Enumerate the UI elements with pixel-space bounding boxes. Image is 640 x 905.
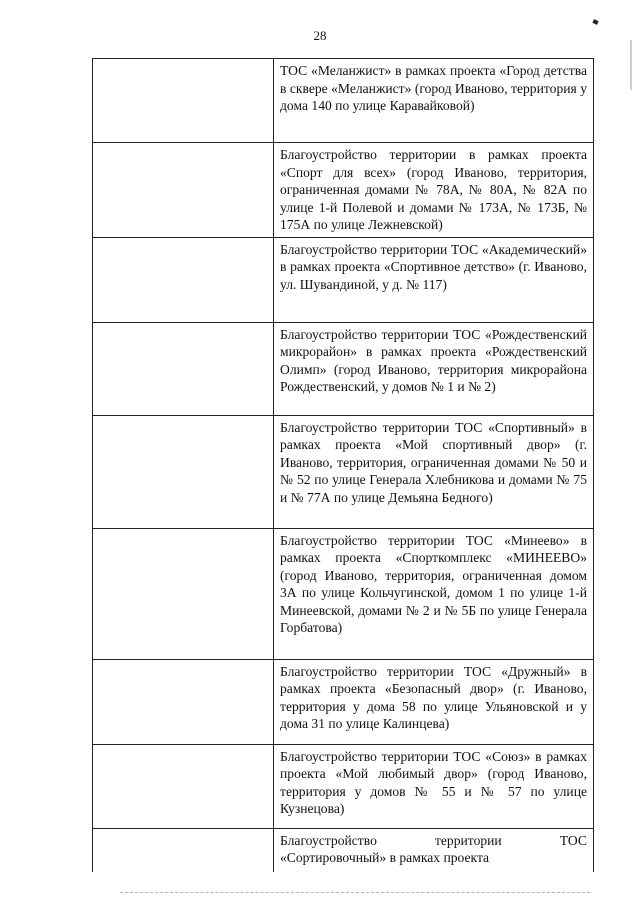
empty-cell <box>93 59 274 143</box>
scan-edge-shadow <box>630 40 632 90</box>
project-description: Благоустройство территории ТОС «Академический» в рамках проекта «Спортивное детство» (г. Иваново, ул. Шувандиной, у д. № 117) <box>280 241 587 292</box>
project-description-cell <box>274 59 594 143</box>
scan-mark <box>592 19 598 25</box>
table-row <box>93 415 594 528</box>
project-description-cell <box>274 322 594 415</box>
table-row <box>93 59 594 143</box>
project-description-cell <box>274 237 594 322</box>
table-row <box>93 528 594 659</box>
project-description: Благоустройство территории ТОС «Минеево» в рамках проекта «Спорткомплекс «МИНЕЕВО» (город Иваново, территория, ограниченная домом 3А по улице Кольчугинской, домом 1 по улице 1-й Минеевской, домами № 2 и № 5Б по улице Генерала Горбатова) <box>280 532 587 635</box>
empty-cell <box>93 322 274 415</box>
empty-cell <box>93 828 274 872</box>
project-description-cell <box>274 415 594 528</box>
scan-bottom-line <box>120 892 590 893</box>
table-row <box>93 237 594 322</box>
table-row <box>93 828 594 872</box>
project-description-cell <box>274 528 594 659</box>
project-description-cell <box>274 659 594 744</box>
table-row <box>93 659 594 744</box>
project-description: Благоустройство территории ТОС «Рождественский микрорайон» в рамках проекта «Рождественский Олимп» (город Иваново, территория микрорайона Рождественский, у домов № 1 и № 2) <box>280 326 587 394</box>
page-number: 28 <box>313 28 327 43</box>
empty-cell <box>93 659 274 744</box>
project-description: Благоустройство территории ТОС «Союз» в рамках проекта «Мой любимый двор» (город Иваново, территория у домов № 55 и № 57 по улице Кузнецова) <box>280 748 587 816</box>
project-description: Благоустройство территории ТОС «Дружный» в рамках проекта «Безопасный двор» (г. Иваново, территория у дома 58 по улице Ульяновской и у дома 31 по улице Калинцева) <box>280 663 587 731</box>
empty-cell <box>93 143 274 238</box>
table-row <box>93 143 594 238</box>
projects-table <box>92 58 594 872</box>
project-description-cell <box>274 143 594 238</box>
empty-cell <box>93 237 274 322</box>
project-description: Благоустройство территории ТОС «Сортировочный» в рамках проекта <box>280 832 587 865</box>
project-description: ТОС «Меланжист» в рамках проекта «Город детства в сквере «Меланжист» (город Иваново, территория у дома 140 по улице Каравайковой) <box>280 63 587 113</box>
empty-cell <box>93 415 274 528</box>
table-row <box>93 322 594 415</box>
project-description-cell <box>274 828 594 872</box>
project-description: Благоустройство территории ТОС «Спортивный» в рамках проекта «Мой спортивный двор» (г. Иваново, территория, ограниченная домами № 50 и № 52 по улице Генерала Хлебникова и домами № 75 и № 77А по улице Демьяна Бедного) <box>280 419 587 505</box>
project-description: Благоустройство территории в рамках проекта «Спорт для всех» (город Иваново, территория, ограниченная домами № 78А, № 80А, № 82А по улице 1-й Полевой и домами № 173А, № 173Б, № 175А по улице Лежневской) <box>280 147 587 232</box>
project-description-cell <box>274 744 594 828</box>
table-row <box>93 744 594 828</box>
empty-cell <box>93 744 274 828</box>
empty-cell <box>93 528 274 659</box>
